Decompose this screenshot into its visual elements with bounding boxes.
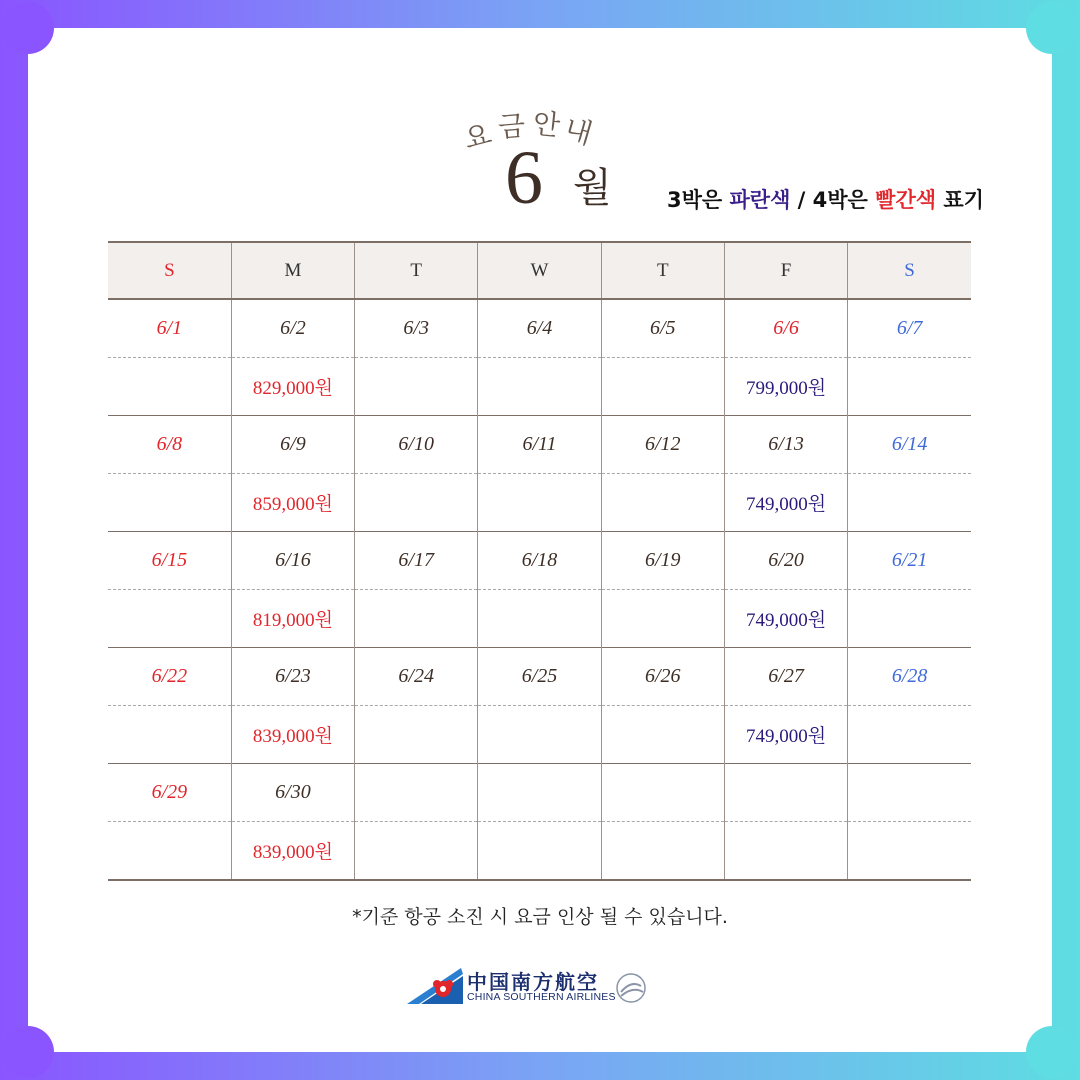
price-cell <box>478 358 601 416</box>
price-row <box>108 590 971 648</box>
corner-notch <box>1026 1026 1078 1078</box>
date-cell: 6/22 <box>108 648 231 706</box>
legend-blue-label: 파란색 <box>729 188 791 212</box>
price-cell <box>478 706 601 764</box>
price-cell <box>848 358 971 416</box>
date-cell: 6/7 <box>848 299 971 358</box>
date-cell <box>355 764 478 822</box>
price-cell <box>601 706 724 764</box>
price-cell <box>848 706 971 764</box>
price-cell <box>108 474 231 532</box>
price-cell: 749,000원 <box>724 590 847 648</box>
date-cell: 6/12 <box>601 416 724 474</box>
date-cell: 6/19 <box>601 532 724 590</box>
price-cell <box>108 822 231 881</box>
price-cell: 799,000원 <box>724 358 847 416</box>
weekday-header: S <box>108 242 231 299</box>
date-cell: 6/23 <box>231 648 354 706</box>
price-cell: 839,000원 <box>231 706 354 764</box>
price-cell <box>355 474 478 532</box>
price-cell <box>108 358 231 416</box>
price-row <box>108 474 971 532</box>
weekday-header-row <box>108 242 971 299</box>
date-cell: 6/9 <box>231 416 354 474</box>
date-cell: 6/26 <box>601 648 724 706</box>
corner-notch <box>2 2 54 54</box>
date-cell: 6/20 <box>724 532 847 590</box>
weekday-header: W <box>478 242 601 299</box>
subtitle-char: 내 <box>560 111 596 151</box>
date-cell: 6/29 <box>108 764 231 822</box>
date-cell: 6/14 <box>848 416 971 474</box>
price-cell <box>355 706 478 764</box>
date-cell: 6/24 <box>355 648 478 706</box>
price-row <box>108 706 971 764</box>
price-cell <box>601 590 724 648</box>
corner-notch <box>1026 2 1078 54</box>
subtitle-char: 요 <box>460 117 495 156</box>
price-cell <box>478 474 601 532</box>
date-cell: 6/28 <box>848 648 971 706</box>
month-number: 6 <box>505 136 543 220</box>
price-cell <box>601 474 724 532</box>
date-cell: 6/5 <box>601 299 724 358</box>
date-cell: 6/3 <box>355 299 478 358</box>
weekday-header: F <box>724 242 847 299</box>
weekday-header: T <box>355 242 478 299</box>
legend-red-label: 빨간색 <box>875 188 937 212</box>
price-cell <box>848 474 971 532</box>
subtitle-char: 안 <box>531 106 562 143</box>
price-cell <box>848 590 971 648</box>
price-cell: 859,000원 <box>231 474 354 532</box>
airline-name-chinese: 中国南方航空 <box>467 970 599 994</box>
date-cell <box>848 764 971 822</box>
price-cell <box>108 590 231 648</box>
date-cell: 6/10 <box>355 416 478 474</box>
price-cell <box>355 822 478 881</box>
month-unit: 월 <box>573 165 612 211</box>
weekday-header: S <box>848 242 971 299</box>
skyteam-icon <box>617 974 645 1002</box>
price-cell <box>724 822 847 881</box>
subtitle-char: 금 <box>496 109 527 144</box>
date-cell <box>601 764 724 822</box>
price-cell <box>601 358 724 416</box>
price-cell: 749,000원 <box>724 474 847 532</box>
date-cell: 6/2 <box>231 299 354 358</box>
price-row <box>108 358 971 416</box>
date-cell: 6/25 <box>478 648 601 706</box>
date-cell <box>478 764 601 822</box>
date-cell: 6/6 <box>724 299 847 358</box>
date-cell: 6/21 <box>848 532 971 590</box>
date-cell: 6/4 <box>478 299 601 358</box>
price-cell <box>478 822 601 881</box>
price-cell <box>355 590 478 648</box>
date-row <box>108 764 971 822</box>
price-legend: 3박은 파란색 / 4박은 빨간색 표기 <box>667 188 984 212</box>
date-cell: 6/8 <box>108 416 231 474</box>
weekday-header: M <box>231 242 354 299</box>
date-cell: 6/15 <box>108 532 231 590</box>
price-cell: 829,000원 <box>231 358 354 416</box>
price-cell <box>355 358 478 416</box>
date-cell: 6/27 <box>724 648 847 706</box>
price-cell <box>108 706 231 764</box>
weekday-header: T <box>601 242 724 299</box>
date-cell <box>724 764 847 822</box>
airline-name-english: CHINA SOUTHERN AIRLINES <box>467 991 616 1003</box>
price-cell: 819,000원 <box>231 590 354 648</box>
date-cell: 6/11 <box>478 416 601 474</box>
price-cell <box>478 590 601 648</box>
price-cell: 749,000원 <box>724 706 847 764</box>
corner-notch <box>2 1026 54 1078</box>
date-row <box>108 532 971 590</box>
date-cell: 6/1 <box>108 299 231 358</box>
date-row <box>108 299 971 358</box>
price-cell <box>848 822 971 881</box>
date-cell: 6/18 <box>478 532 601 590</box>
date-cell: 6/13 <box>724 416 847 474</box>
date-row <box>108 416 971 474</box>
date-row <box>108 648 971 706</box>
price-cell: 839,000원 <box>231 822 354 881</box>
fare-notice: *기준 항공 소진 시 요금 인상 될 수 있습니다. <box>352 906 728 928</box>
date-cell: 6/17 <box>355 532 478 590</box>
price-cell <box>601 822 724 881</box>
date-cell: 6/16 <box>231 532 354 590</box>
price-calendar <box>108 241 971 881</box>
date-cell: 6/30 <box>231 764 354 822</box>
price-row <box>108 822 971 881</box>
